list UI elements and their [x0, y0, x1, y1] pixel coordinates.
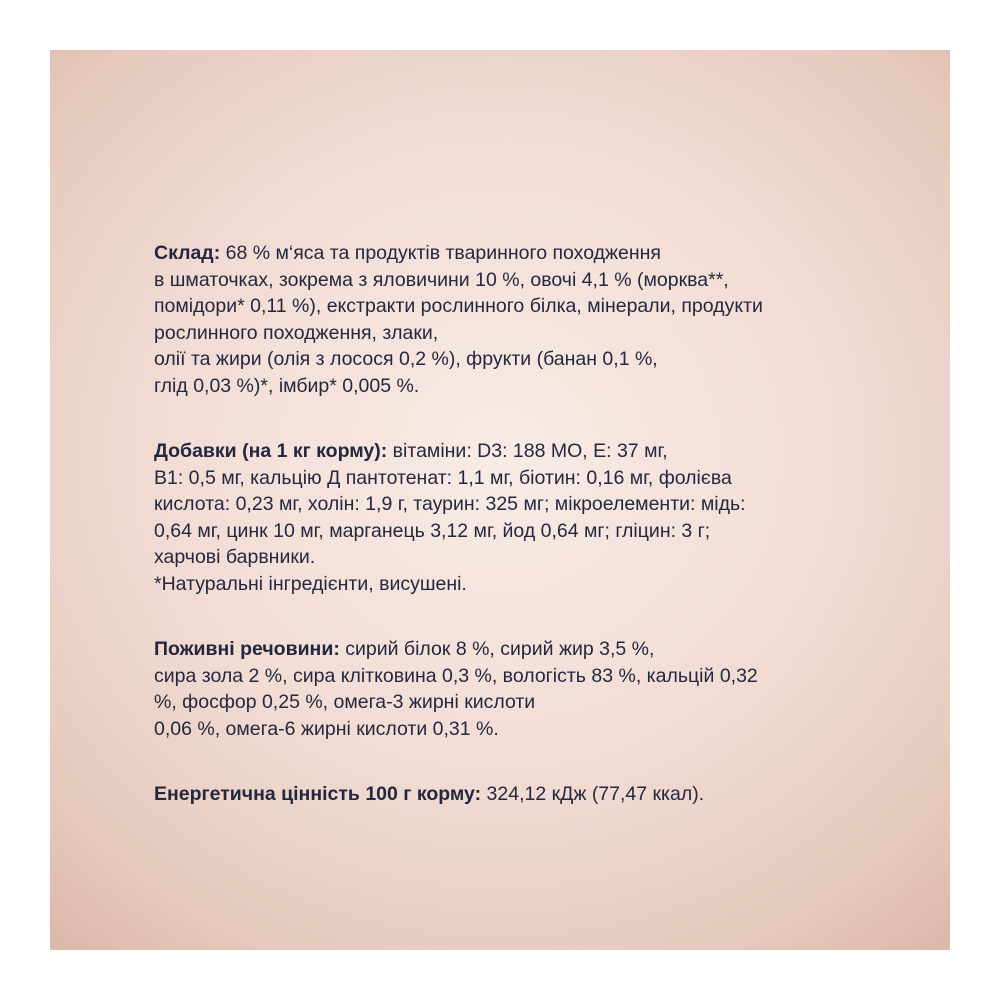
- additives-line: 0,64 мг, цинк 10 мг, марганець 3,12 мг, йод 0,64 мг; гліцин: 3 г;: [154, 519, 711, 542]
- additives-line: харчові барвники.: [154, 546, 316, 568]
- additives-footnote: *Натуральні інгредієнти, висушені.: [154, 572, 467, 595]
- composition-label: Склад:: [154, 242, 221, 264]
- energy-line: [154, 781, 854, 808]
- energy-text: 324,12 кДж (77,47 ккал).: [481, 783, 705, 805]
- composition-line: помідори* 0,11 %), екстракти рослинного білка, мінерали, продукти: [154, 295, 763, 317]
- composition-line: олії та жири (олія з лосося 0,2 %), фрукти (банан 0,1 %,: [154, 348, 658, 370]
- nutrients-line: сира зола 2 %, сира клітковина 0,3 %, вологість 83 %, кальцій 0,32: [154, 664, 758, 687]
- product-info-text: [154, 240, 854, 847]
- additives-text: вітаміни: D3: 188 МО, Е: 37 мг,: [387, 440, 668, 462]
- additives-label: Добавки (на 1 кг корму):: [154, 440, 388, 462]
- nutrients-section: [154, 636, 854, 742]
- nutrients-line: 0,06 %, омега-6 жирні кислоти 0,31 %.: [154, 717, 499, 740]
- additives-line: кислота: 0,23 мг, холін: 1,9 г, таурин: 325 мг; мікроелементи: мідь:: [154, 493, 746, 515]
- nutrients-text: сирий білок 8 %, сирий жир 3,5 %,: [339, 638, 655, 660]
- composition-section: [154, 240, 854, 399]
- nutrients-label: Поживні речовини:: [154, 638, 340, 660]
- nutrients-line: [154, 636, 854, 663]
- composition-line: [154, 240, 854, 267]
- composition-line: глід 0,03 %)*, імбир* 0,005 %.: [154, 374, 420, 397]
- composition-line: в шматочках, зокрема з яловичини 10 %, овочі 4,1 % (морква**,: [154, 268, 729, 291]
- energy-section: [154, 781, 854, 808]
- composition-line: рослинного походження, злаки,: [154, 321, 439, 344]
- nutrients-line: %, фосфор 0,25 %, омега-3 жирні кислоти: [154, 691, 536, 713]
- label-panel: [50, 50, 950, 950]
- additives-line: [154, 438, 854, 465]
- additives-line: В1: 0,5 мг, кальцію Д пантотенат: 1,1 мг, біотин: 0,16 мг, фолієва: [154, 466, 732, 489]
- energy-label: Енергетична цінність 100 г корму:: [154, 783, 482, 805]
- composition-text: 68 % м‘яса та продуктів тваринного походження: [220, 242, 661, 264]
- additives-section: [154, 438, 854, 597]
